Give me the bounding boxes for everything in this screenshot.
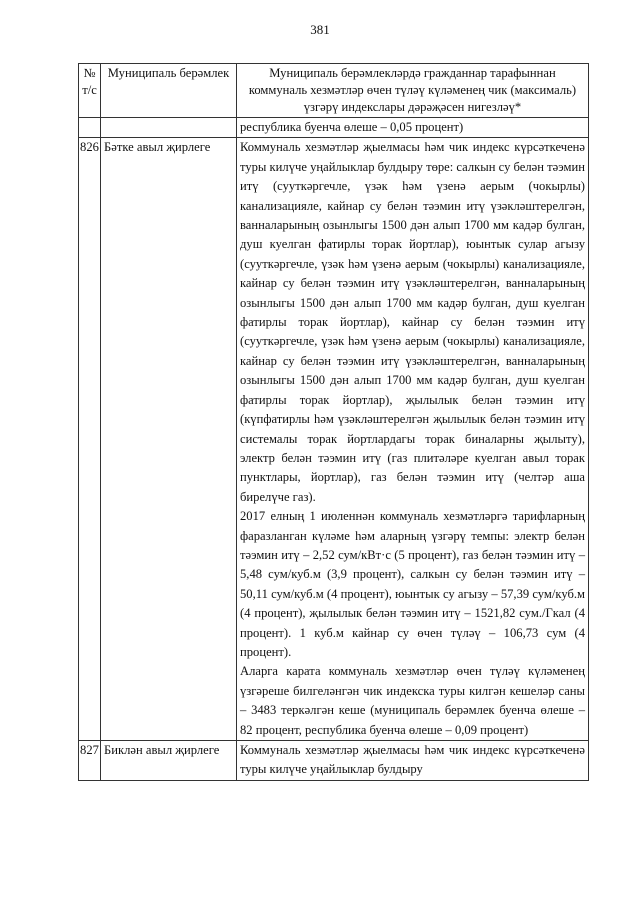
municipality-name: Бәтке авыл җирлеге [101,138,237,741]
paragraph: Аларга карата коммуналь хезмәтләр өчен түләү күләменең үзгәреше билгеләнгән чик индекска туры килгән кешеләр саны – 3483 теркәлгән кеше (муниципаль берәмлек буенча өлеше – 82 процент, республика буенча өлеше – 0,09 процент) [240,664,585,737]
continuation-row [79,118,589,138]
paragraph: Коммуналь хезмәтләр җыелмасы һәм чик индекс күрсәткеченә туры килүче уңайлыклар булдыру [240,743,585,777]
table-header-row [79,64,589,118]
continuation-text: республика буенча өлеше – 0,05 процент) [237,118,589,138]
header-municipality: Муниципаль берәмлек [101,64,237,118]
paragraph: Коммуналь хезмәтләр җыелмасы һәм чик индекс күрсәткеченә туры килүче уңайлыклар булдыру төре: салкын су белән тәэмин итү (сууткәргечле, үзәк һәм үзенә аерым (чокырлы) канализацияле, кайнар су белән тәэмин итү үзәкләштерелгән, ванналарының озынлыгы 1500 дән алып 1700 мм кадәр булган, душ куелган фатирлы торак йортлар), юынтык сулар агызу (сууткәргечле, үзәк һәм үзенә аерым (чокырлы) канализацияле, кайнар су белән тәэмин итү үзәкләштерелгән, ванналарының озынлыгы 1500 дән алып 1700 мм кадәр булган, душ куелган фатирлы торак йортлар), кайнар су белән тәэмин итү (сууткәргечле, үзәк һәм үзенә аерым (чокырлы) канализацияле, кайнар су белән тәэмин итү үзәкләштерелгән, ванналарының озынлыгы 1500 дән алып 1700 мм кадәр булган, душ куелган фатирлы торак йортлар), җылылык белән тәэмин итү (күпфатирлы һәм үзәкләштерелгән җылылык белән тәэмин итү системалы торак йортлардагы торак биналарны җылыту), электр белән тәэмин итү (газ плитәләре куелган авыл торак пунктлары, йортлар), газ белән тәэмин итү (челтәр аша бирелүче газ). [240,140,585,504]
row-number: 826 [79,138,101,741]
row-description [237,138,589,741]
page-number: 381 [310,22,330,37]
municipality-name: Биклән авыл җирлеге [101,741,237,781]
header-no: № т/с [79,64,101,118]
table-row [79,138,589,741]
paragraph: 2017 елның 1 июленнән коммуналь хезмәтләргә тарифларның фаразланган күләме һәм аларның үзгәрү темпы: электр белән тәэмин итү – 2,52 сум/кВт·с (5 процент), газ белән тәэмин итү – 5,48 сум/куб.м (3,9 процент), салкын су белән тәэмин итү – 50,11 сум/куб.м (4 процент), юынтык су агызу – 57,39 сум/куб.м (4 процент), җылылык белән тәэмин итү – 1521,82 сум./Гкал (4 процент). 1 куб.м кайнар су өчен түләү – 106,73 сум (4 процент). [240,509,585,659]
row-description [237,741,589,781]
header-index: Муниципаль берәмлекләрдә гражданнар тарафыннан коммуналь хезмәтләр өчен түләү күләменең чик (максималь) үзгәрү индекслары дәрәҗәсен нигезләү* [237,64,589,118]
tariff-table [78,63,589,781]
row-number: 827 [79,741,101,781]
table-row [79,741,589,781]
